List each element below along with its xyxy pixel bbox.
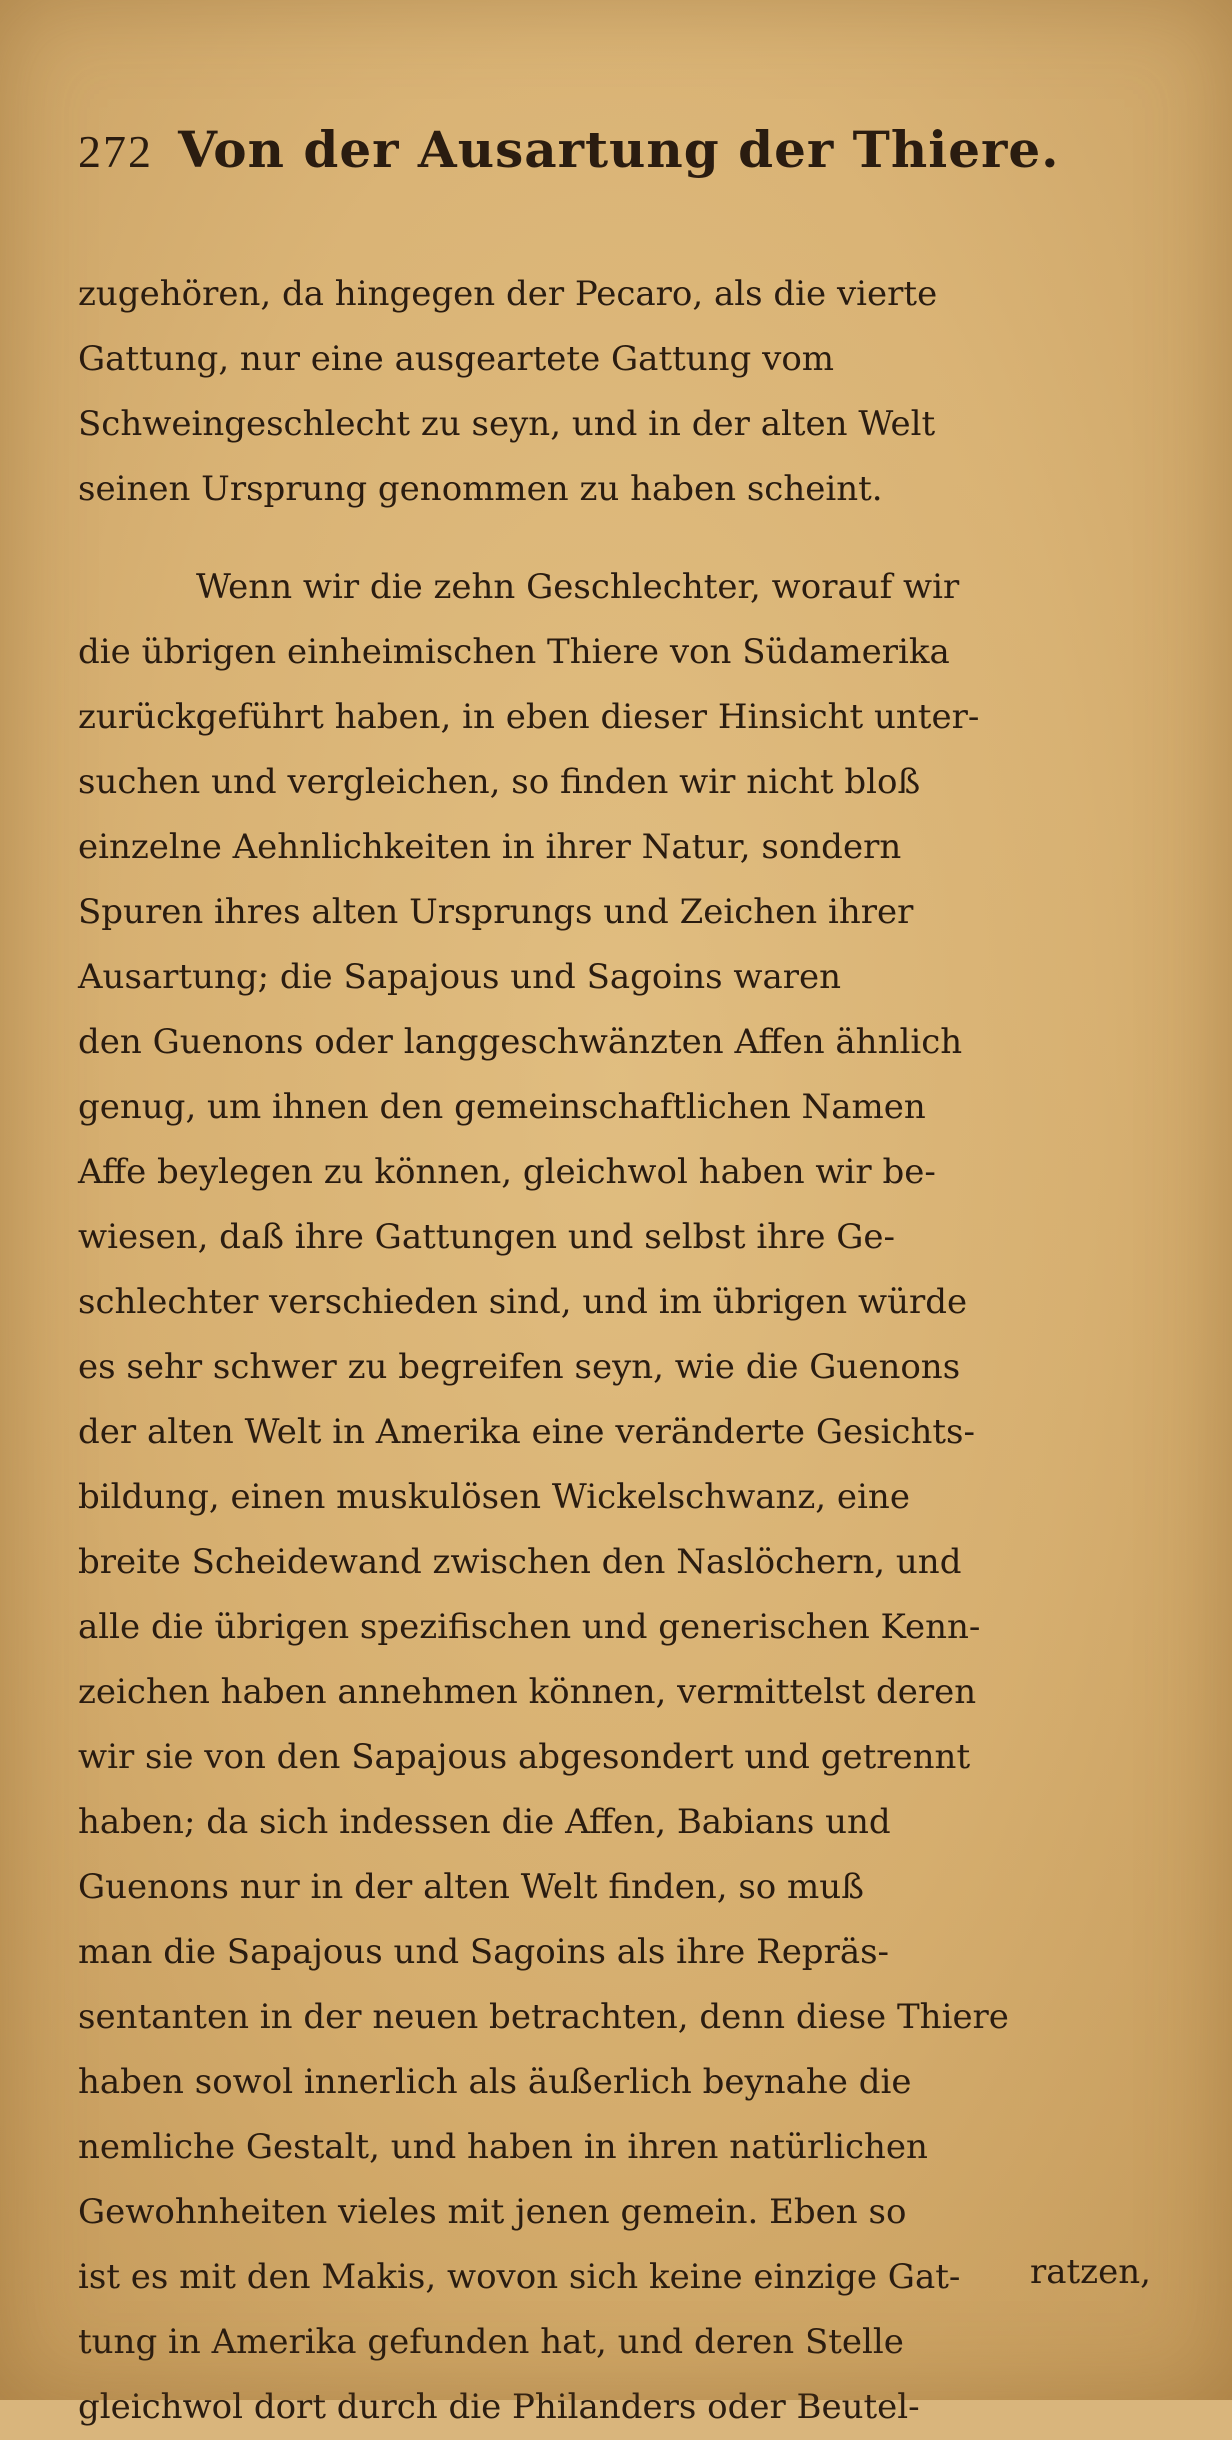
text-line: zeichen haben annehmen können, vermittelst deren <box>78 1672 977 1712</box>
text-line: wir sie von den Sapajous abgesondert und getrennt <box>78 1737 971 1777</box>
text-line: Schweingeschlecht zu seyn, und in der alten Welt <box>78 404 936 444</box>
page-header <box>78 120 1078 200</box>
paragraph-1 <box>78 262 1178 522</box>
text-line: seinen Ursprung genommen zu haben scheint. <box>78 469 883 509</box>
text-line: bildung, einen muskulösen Wickelschwanz, eine <box>78 1477 910 1517</box>
paragraph-2 <box>78 555 1178 2440</box>
text-line: alle die übrigen spezifischen und generischen Kenn- <box>78 1607 981 1647</box>
text-line: tung in Amerika gefunden hat, und deren Stelle <box>78 2322 904 2362</box>
page-number: 272 <box>78 126 153 177</box>
catchword: ratzen, <box>1030 2252 1151 2292</box>
text-line: man die Sapajous und Sagoins als ihre Repräs- <box>78 1932 890 1972</box>
text-line: der alten Welt in Amerika eine veränderte Gesichts- <box>78 1412 975 1452</box>
text-line: nemliche Gestalt, und haben in ihren natürlichen <box>78 2127 928 2167</box>
text-line: Affe beylegen zu können, gleichwol haben wir be- <box>78 1152 936 1192</box>
text-line: es sehr schwer zu begreifen seyn, wie die Guenons <box>78 1347 961 1387</box>
text-line: zurückgeführt haben, in eben dieser Hinsicht unter- <box>78 697 980 737</box>
text-line: genug, um ihnen den gemeinschaftlichen Namen <box>78 1087 926 1127</box>
text-line: Gattung, nur eine ausgeartete Gattung vom <box>78 339 835 379</box>
text-line: suchen und vergleichen, so finden wir nicht bloß <box>78 762 921 802</box>
text-line: Ausartung; die Sapajous und Sagoins waren <box>78 957 842 997</box>
text-line: wiesen, daß ihre Gattungen und selbst ihre Ge- <box>78 1217 896 1257</box>
text-line: einzelne Aehnlichkeiten in ihrer Natur, sondern <box>78 827 902 867</box>
running-title: Von der Ausartung der Thiere. <box>178 120 1060 179</box>
text-line: den Guenons oder langgeschwänzten Affen ähnlich <box>78 1022 963 1062</box>
text-line: schlechter verschieden sind, und im übrigen würde <box>78 1282 968 1322</box>
text-line: breite Scheidewand zwischen den Naslöchern, und <box>78 1542 962 1582</box>
text-line: haben sowol innerlich als äußerlich beynahe die <box>78 2062 912 2102</box>
text-line: Wenn wir die zehn Geschlechter, worauf wir <box>196 567 960 607</box>
text-line: gleichwol dort durch die Philanders oder Beutel- <box>78 2387 920 2427</box>
text-line: Guenons nur in der alten Welt finden, so muß <box>78 1867 864 1907</box>
text-line: sentanten in der neuen betrachten, denn diese Thiere <box>78 1997 1009 2037</box>
text-line: ist es mit den Makis, wovon sich keine einzige Gat- <box>78 2257 961 2297</box>
text-line: haben; da sich indessen die Affen, Babians und <box>78 1802 891 1842</box>
text-line: die übrigen einheimischen Thiere von Südamerika <box>78 632 950 672</box>
text-line: Spuren ihres alten Ursprungs und Zeichen ihrer <box>78 892 914 932</box>
text-line: Gewohnheiten vieles mit jenen gemein. Eben so <box>78 2192 907 2232</box>
text-line: zugehören, da hingegen der Pecaro, als die vierte <box>78 274 938 314</box>
